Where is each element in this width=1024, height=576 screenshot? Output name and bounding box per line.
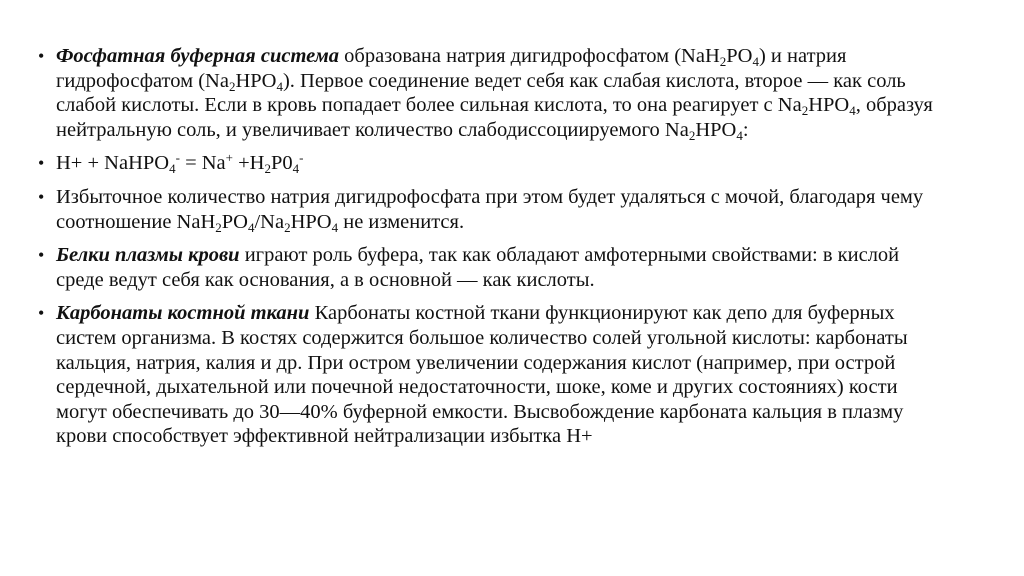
- text-run: :: [742, 118, 749, 141]
- bullet-item-phosphate-buffer: [36, 44, 936, 142]
- subscript: 2: [688, 127, 696, 143]
- bullet-item-plasma-proteins: [36, 243, 936, 292]
- text-run: , образуя нейтральную соль, и увеличивает количество слабодиссоциируемого Na: [56, 94, 933, 141]
- subscript: 4: [292, 161, 300, 177]
- bullet-text: [56, 244, 899, 291]
- bullet-term: Карбонаты костной ткани: [56, 302, 310, 325]
- bullet-item-bone-carbonates: [36, 301, 936, 449]
- bullet-icon: •: [38, 186, 45, 207]
- subscript: 4: [752, 54, 759, 69]
- text-run: = Na: [179, 152, 226, 175]
- text-run: HPO: [290, 210, 332, 233]
- bullet-text: [56, 186, 923, 233]
- bullet-text: [56, 45, 933, 141]
- bullet-icon: •: [38, 245, 45, 266]
- bullet-term: Фосфатная буферная система: [56, 45, 340, 67]
- subscript: 4: [247, 219, 255, 235]
- text-run: Карбонаты костной ткани функционируют как депо для буферных систем организма. В костях содержится большое количество солей угольной кислоты: карбонаты кальция, натрия, калия и др. При остром увеличении содержания кислот (например, при острой сердечной, дыхательной или почечной недостаточности, шоке, коме и других состояниях) кости могут обеспечивать до 30—40% буферной емкости. Высвобождение карбоната кальция в плазму крови способствует эффективной нейтрализации избытка H+: [56, 302, 908, 448]
- text-run: PO: [221, 210, 248, 233]
- text-run: Избыточное количество натрия дигидрофосфата при этом будет удаляться с мочой, благодаря чему соотношение NaH: [56, 185, 924, 233]
- bullet-icon: •: [38, 46, 45, 66]
- text-run: играют роль буфера, так как обладают амфотерными свойствами: в кислой среде ведут себя как основания, а в основной — как кислоты.: [56, 244, 900, 291]
- bullet-text: [56, 150, 304, 177]
- text-run: HPO: [235, 69, 277, 92]
- text-run: HPO: [695, 118, 737, 141]
- superscript: +: [225, 150, 233, 166]
- subscript: 2: [264, 161, 271, 177]
- bullet-icon: •: [38, 153, 45, 174]
- subscript: 4: [169, 161, 176, 177]
- subscript: 4: [276, 78, 283, 94]
- text-run: P0: [271, 152, 293, 175]
- superscript: -: [175, 150, 180, 166]
- bullet-text: [56, 302, 908, 447]
- bullet-list: [36, 44, 936, 458]
- text-run: не изменится.: [338, 210, 465, 233]
- subscript: 2: [215, 219, 222, 235]
- text-run: /Na: [254, 210, 285, 233]
- subscript: 2: [801, 103, 809, 119]
- text-run: HPO: [808, 94, 850, 117]
- subscript: 4: [849, 103, 856, 119]
- text-run: образована натрия дигидрофосфатом (NaH: [339, 45, 720, 67]
- subscript: 2: [719, 54, 727, 69]
- subscript: 4: [736, 127, 743, 143]
- text-run: PO: [726, 45, 753, 67]
- subscript: 2: [228, 78, 236, 94]
- superscript: -: [299, 150, 304, 166]
- subscript: 2: [284, 219, 291, 235]
- text-run: +H: [233, 152, 265, 175]
- bullet-term: Белки плазмы крови: [56, 244, 240, 267]
- bullet-item-reaction-equation: [36, 151, 936, 176]
- text-run: ). Первое соединение ведет себя как слабая кислота, второе — как соль слабой кислоты. Если в кровь попадает более сильная кислота, то она реагирует с Na: [56, 69, 906, 117]
- bullet-item-excess-dihydrophosphate: [36, 185, 936, 234]
- subscript: 4: [331, 219, 339, 235]
- bullet-icon: •: [38, 303, 45, 324]
- text-run: H+ + NaHPO: [56, 152, 170, 175]
- text-run: ) и натрия гидрофосфатом (Na: [56, 45, 847, 92]
